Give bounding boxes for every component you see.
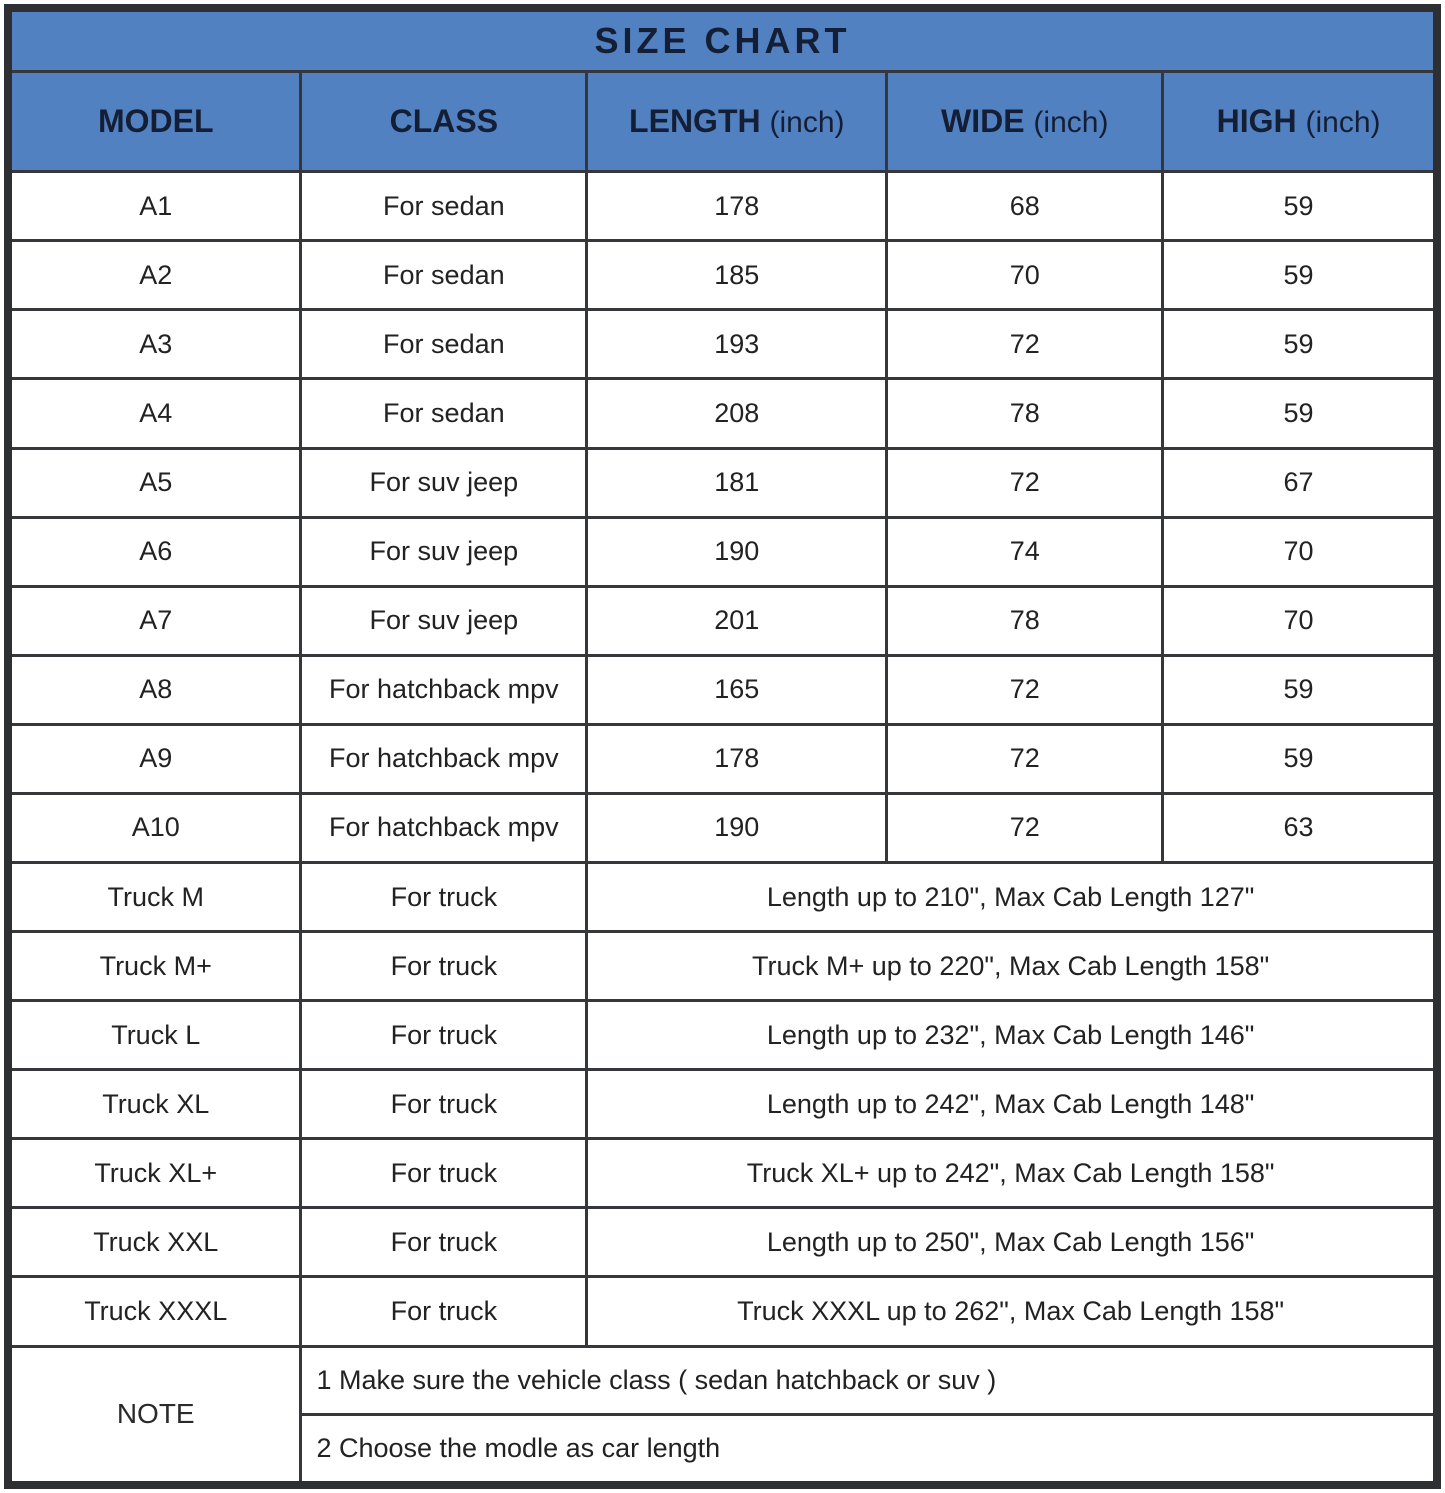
model-cell: A7 [8, 586, 301, 655]
high-cell: 70 [1163, 517, 1437, 586]
column-header-length [587, 72, 887, 172]
wide-cell: 78 [887, 586, 1163, 655]
truck-spec-cell: Truck M+ up to 220", Max Cab Length 158" [587, 932, 1437, 1001]
model-cell: A10 [8, 793, 301, 862]
model-cell: Truck XXL [8, 1208, 301, 1277]
high-cell: 67 [1163, 448, 1437, 517]
wide-cell: 70 [887, 241, 1163, 310]
class-cell: For sedan [301, 310, 587, 379]
column-header-wide [887, 72, 1163, 172]
table-row-truck-xl-plus [8, 1139, 1437, 1208]
column-header-high-unit: (inch) [1305, 106, 1381, 140]
truck-spec-cell: Truck XL+ up to 242", Max Cab Length 158" [587, 1139, 1437, 1208]
truck-spec-cell: Length up to 250", Max Cab Length 156" [587, 1208, 1437, 1277]
column-header-model: MODEL [8, 72, 301, 172]
wide-cell: 68 [887, 172, 1163, 241]
note-line-2: 2 Choose the modle as car length [301, 1414, 1437, 1485]
header-row [8, 72, 1437, 172]
table-row-a7 [8, 586, 1437, 655]
high-cell: 70 [1163, 586, 1437, 655]
note-row-1 [8, 1346, 1437, 1414]
column-header-wide-unit: (inch) [1033, 106, 1109, 140]
length-cell: 181 [587, 448, 887, 517]
table-row-a1 [8, 172, 1437, 241]
model-cell: Truck XL+ [8, 1139, 301, 1208]
length-cell: 208 [587, 379, 887, 448]
length-cell: 193 [587, 310, 887, 379]
high-cell: 63 [1163, 793, 1437, 862]
length-cell: 185 [587, 241, 887, 310]
wide-cell: 74 [887, 517, 1163, 586]
table-row-truck-m-plus [8, 932, 1437, 1001]
class-cell: For suv jeep [301, 517, 587, 586]
column-header-length-unit: (inch) [769, 106, 845, 140]
column-header-high-label: HIGH [1216, 103, 1297, 140]
size-chart-table [4, 4, 1441, 1489]
truck-spec-cell: Length up to 232", Max Cab Length 146" [587, 1001, 1437, 1070]
model-cell: Truck XL [8, 1070, 301, 1139]
model-cell: Truck M+ [8, 932, 301, 1001]
length-cell: 178 [587, 724, 887, 793]
wide-cell: 72 [887, 448, 1163, 517]
model-cell: A5 [8, 448, 301, 517]
length-cell: 190 [587, 793, 887, 862]
model-cell: A2 [8, 241, 301, 310]
model-cell: Truck M [8, 862, 301, 931]
class-cell: For suv jeep [301, 586, 587, 655]
class-cell: For truck [301, 1277, 587, 1346]
high-cell: 59 [1163, 379, 1437, 448]
model-cell: A1 [8, 172, 301, 241]
class-cell: For sedan [301, 379, 587, 448]
table-row-truck-xxxl [8, 1277, 1437, 1346]
length-cell: 201 [587, 586, 887, 655]
model-cell: A4 [8, 379, 301, 448]
class-cell: For truck [301, 932, 587, 1001]
class-cell: For suv jeep [301, 448, 587, 517]
model-cell: Truck XXXL [8, 1277, 301, 1346]
class-cell: For hatchback mpv [301, 724, 587, 793]
model-cell: A6 [8, 517, 301, 586]
wide-cell: 72 [887, 310, 1163, 379]
truck-spec-cell: Length up to 210", Max Cab Length 127" [587, 862, 1437, 931]
wide-cell: 78 [887, 379, 1163, 448]
note-line-1: 1 Make sure the vehicle class ( sedan hatchback or suv ) [301, 1346, 1437, 1414]
column-header-length-label: LENGTH [629, 103, 761, 140]
table-row-a8 [8, 655, 1437, 724]
class-cell: For truck [301, 1139, 587, 1208]
truck-spec-cell: Truck XXXL up to 262", Max Cab Length 158" [587, 1277, 1437, 1346]
table-row-a9 [8, 724, 1437, 793]
table-row-a2 [8, 241, 1437, 310]
column-header-class: CLASS [301, 72, 587, 172]
class-cell: For sedan [301, 241, 587, 310]
model-cell: A9 [8, 724, 301, 793]
table-row-truck-xl [8, 1070, 1437, 1139]
high-cell: 59 [1163, 310, 1437, 379]
class-cell: For hatchback mpv [301, 655, 587, 724]
wide-cell: 72 [887, 655, 1163, 724]
model-cell: A8 [8, 655, 301, 724]
truck-spec-cell: Length up to 242", Max Cab Length 148" [587, 1070, 1437, 1139]
title-row [8, 8, 1437, 72]
class-cell: For sedan [301, 172, 587, 241]
high-cell: 59 [1163, 241, 1437, 310]
table-row-truck-l [8, 1001, 1437, 1070]
page-title: SIZE CHART [8, 8, 1437, 72]
class-cell: For truck [301, 1208, 587, 1277]
high-cell: 59 [1163, 172, 1437, 241]
table-row-a5 [8, 448, 1437, 517]
column-header-wide-label: WIDE [940, 103, 1025, 140]
length-cell: 178 [587, 172, 887, 241]
column-header-high [1163, 72, 1437, 172]
table-row-a4 [8, 379, 1437, 448]
table-row-truck-xxl [8, 1208, 1437, 1277]
class-cell: For truck [301, 1070, 587, 1139]
class-cell: For hatchback mpv [301, 793, 587, 862]
model-cell: Truck L [8, 1001, 301, 1070]
class-cell: For truck [301, 1001, 587, 1070]
length-cell: 165 [587, 655, 887, 724]
high-cell: 59 [1163, 724, 1437, 793]
table-row-a3 [8, 310, 1437, 379]
table-row-a6 [8, 517, 1437, 586]
model-cell: A3 [8, 310, 301, 379]
length-cell: 190 [587, 517, 887, 586]
wide-cell: 72 [887, 724, 1163, 793]
table-row-a10 [8, 793, 1437, 862]
class-cell: For truck [301, 862, 587, 931]
high-cell: 59 [1163, 655, 1437, 724]
note-label: NOTE [8, 1346, 301, 1485]
wide-cell: 72 [887, 793, 1163, 862]
table-row-truck-m [8, 862, 1437, 931]
